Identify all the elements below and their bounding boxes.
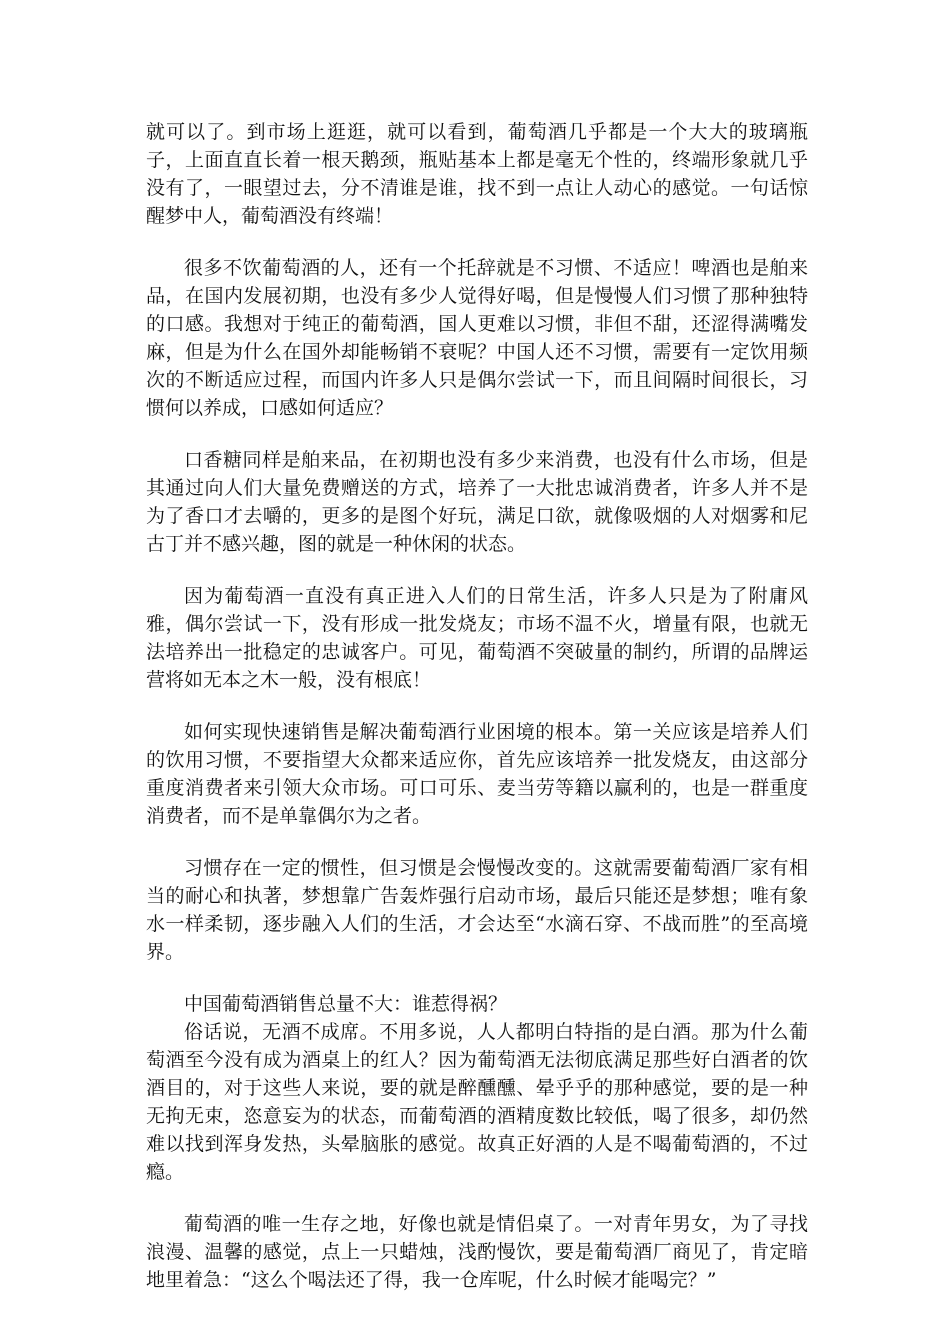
paragraph-2: 很多不饮葡萄酒的人，还有一个托辞就是不习惯、不适应！啤酒也是舶来品，在国内发展初期，也没有多少人觉得好喝，但是慢慢人们习惯了那种独特的口感。我想对于纯正的葡萄酒，国人更难以习惯，非但不甜，还涩得满嘴发麻，但是为什么在国外却能畅销不衰呢？中国人还不习惯，需要有一定饮用频次的不断适应过程，而国内许多人只是偶尔尝试一下，而且间隔时间很长，习惯何以养成，口感如何适应？ — [146, 257, 808, 419]
section-heading: 中国葡萄酒销售总量不大：谁惹得祸？ — [184, 993, 508, 1015]
paragraph-7: 俗话说，无酒不成席。不用多说，人人都明白特指的是白酒。那为什么葡萄酒至今没有成为酒桌上的红人？因为葡萄酒无法彻底满足那些好白酒者的饮酒目的，对于这些人来说，要的就是醉醺醺、晕乎乎的那种感觉，要的是一种无拘无束，恣意妄为的状态，而葡萄酒的酒精度数比较低，喝了很多，却仍然难以找到浑身发热，头晕脑胀的感觉。故真正好酒的人是不喝葡萄酒的，不过瘾。 — [146, 1021, 808, 1183]
paragraph-8: 葡萄酒的唯一生存之地，好像也就是情侣桌了。一对青年男女，为了寻找浪漫、温馨的感觉，点上一只蜡烛，浅酌慢饮，要是葡萄酒厂商见了，肯定暗地里着急：“这么个喝法还了得，我一仓库呢，什么时候才能喝完？” — [146, 1213, 808, 1291]
paragraph-6: 习惯存在一定的惯性，但习惯是会慢慢改变的。这就需要葡萄酒厂家有相当的耐心和执著，梦想靠广告轰炸强行启动市场，最后只能还是梦想；唯有象水一样柔韧，逐步融入人们的生活，才会达至“水滴石穿、不战而胜”的至高境界。 — [146, 857, 808, 963]
paragraph-1: 就可以了。到市场上逛逛，就可以看到，葡萄酒几乎都是一个大大的玻璃瓶子，上面直直长着一根天鹅颈，瓶贴基本上都是毫无个性的，终端形象就几乎没有了，一眼望过去，分不清谁是谁，找不到一点让人动心的感觉。一句话惊醒梦中人，葡萄酒没有终端！ — [146, 121, 808, 227]
paragraph-5: 如何实现快速销售是解决葡萄酒行业困境的根本。第一关应该是培养人们的饮用习惯，不要指望大众都来适应你，首先应该培养一批发烧友，由这部分重度消费者来引领大众市场。可口可乐、麦当劳等籍以赢利的，也是一群重度消费者，而不是单靠偶尔为之者。 — [146, 721, 808, 827]
paragraph-3: 口香糖同样是舶来品，在初期也没有多少来消费，也没有什么市场，但是其通过向人们大量免费赠送的方式，培养了一大批忠诚消费者，许多人并不是为了香口才去嚼的，更多的是图个好玩，满足口欲，就像吸烟的人对烟雾和尼古丁并不感兴趣，图的就是一种休闲的状态。 — [146, 449, 808, 555]
document-body — [146, 118, 808, 1318]
paragraph-4: 因为葡萄酒一直没有真正进入人们的日常生活，许多人只是为了附庸风雅，偶尔尝试一下，没有形成一批发烧友；市场不温不火，增量有限，也就无法培养出一批稳定的忠诚客户。可见，葡萄酒不突破量的制约，所谓的品牌运营将如无本之木一般，没有根底！ — [146, 585, 808, 691]
